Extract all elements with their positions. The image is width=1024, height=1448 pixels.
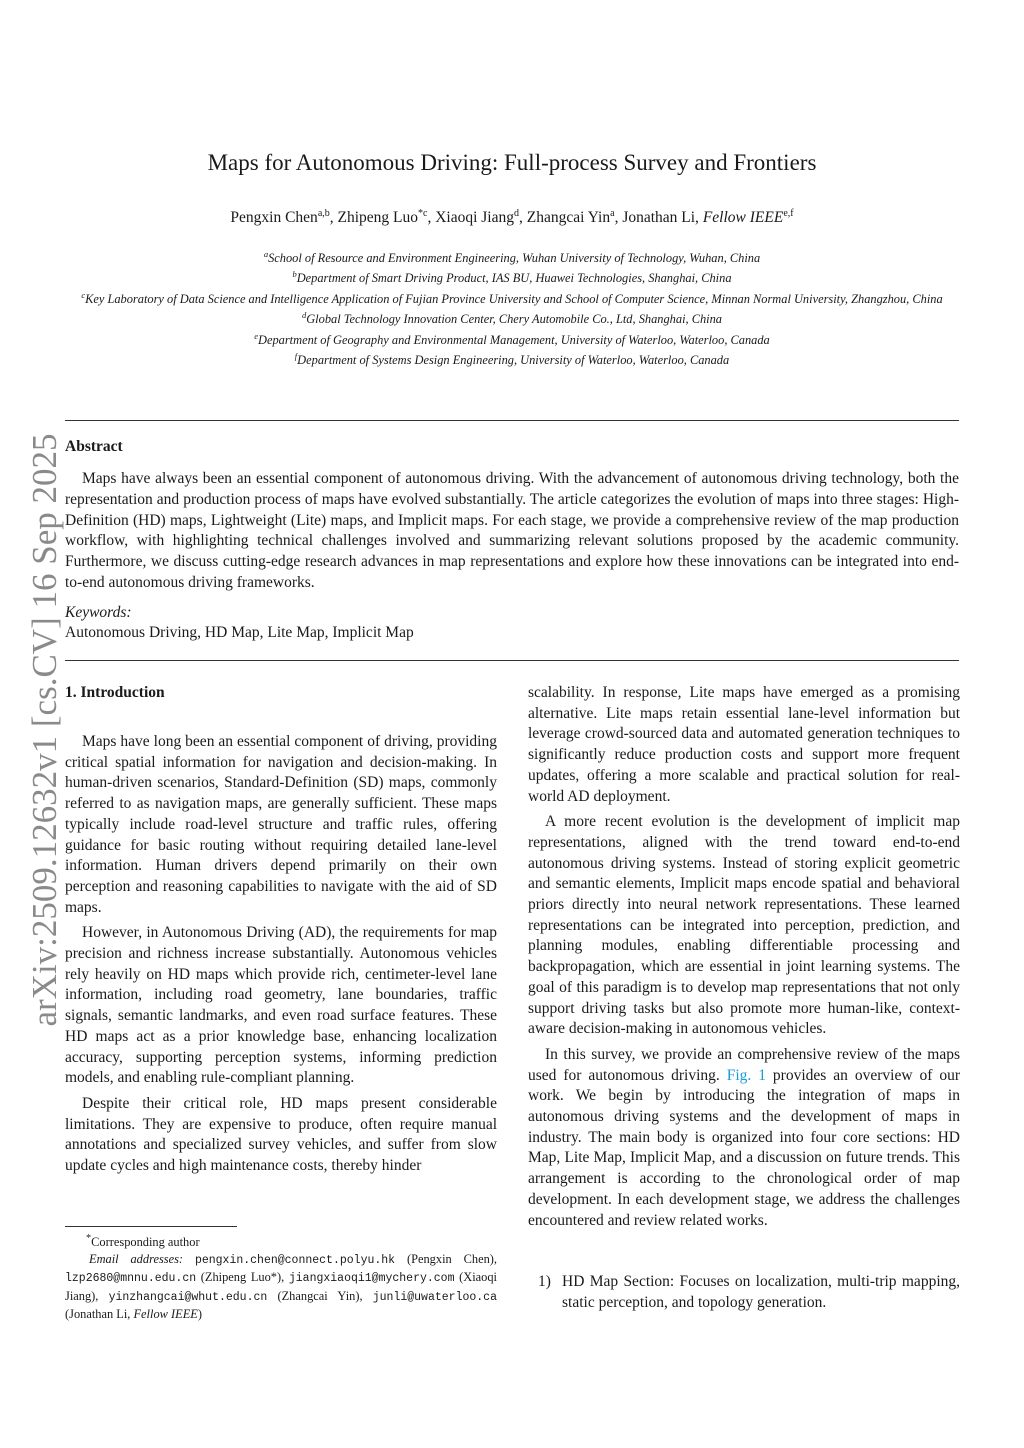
affiliation-text: Department of Systems Design Engineering, University of Waterloo, Waterloo, Canada: [297, 353, 730, 368]
email-link[interactable]: lzp2680@mnnu.edu.cn: [65, 1272, 197, 1286]
keywords-label: Keywords:: [65, 604, 132, 621]
affiliation-letter: e: [254, 330, 259, 341]
author-separator: ,: [329, 209, 338, 227]
author-affil-mark: d: [514, 208, 519, 219]
email-label: Email addresses:: [89, 1251, 195, 1266]
author-name: Pengxin Chen: [230, 209, 318, 227]
email-owner: (Pengxin Chen),: [395, 1251, 497, 1266]
body-paragraph: scalability. In response, Lite maps have emerged as a promising alternative. Lite maps retain essential lane-level information but leverage crowd-sourced data and automated generation techniques to significantly reduce production costs and support more frequent updates, offering a more scalable and practical solution for real-world AD deployment.: [528, 684, 960, 805]
affiliation-letter: c: [81, 289, 86, 300]
footnote-rule: [65, 1226, 237, 1227]
list-item: [528, 1272, 960, 1313]
abstract-bottom-rule: [65, 660, 959, 661]
affiliation-line: [80, 307, 944, 327]
author-separator: ,: [614, 209, 623, 227]
author-name: Zhangcai Yin: [526, 209, 611, 227]
corresponding-author-note: [65, 1231, 497, 1251]
email-owner: (Zhipeng Luo*),: [196, 1270, 289, 1285]
affiliation-text: Department of Geography and Environmental Management, University of Waterloo, Waterloo, Canada: [258, 332, 770, 347]
email-owner: (Xiaoqi Jiang),: [65, 1270, 497, 1303]
footnote-text: Corresponding author: [91, 1235, 200, 1250]
abstract-body: Maps have always been an essential component of autonomous driving. With the advancement of autonomous driving technology, both the representation and production process of maps have evolved substantially. The article categorizes the evolution of maps into three stages: High-Definition (HD) maps, Lightweight (Lite) maps, and Implicit maps. For each stage, we provide a comprehensive review of the map production workflow, with highlighting technical challenges involved and summarizing relevant solutions proposed by the academic community. Furthermore, we discuss cutting-edge research advances in map representations and explore how these innovations can be integrated into end-to-end autonomous driving frameworks.: [65, 470, 959, 591]
arxiv-identifier-stamp: arXiv:2509.12632v1 [cs.CV] 16 Sep 2025: [25, 433, 64, 1027]
body-paragraph: Despite their critical role, HD maps present considerable limitations. They are expensive to produce, often require manual annotations and specialized survey vehicles, and suffer from slow update cycles and high maintenance costs, thereby hinder: [65, 1094, 497, 1175]
affiliation-text: Global Technology Innovation Center, Chery Automobile Co., Ltd, Shanghai, China: [306, 312, 722, 327]
body-paragraph: [528, 1045, 960, 1231]
email-owner-honorific: Fellow IEEE: [133, 1307, 198, 1322]
affiliation-line: [80, 246, 944, 266]
right-column: [528, 683, 960, 1236]
paragraph-text: provides an overview of our work. We begin by introducing the integration of maps in autonomous driving systems and the development of maps in industry. The main body is organized into four core sections: HD Map, Lite Map, Implicit Map, and a discussion on future trends. This arrangement is according to the chronological order of map development. In each development stage, we address the challenges encountered and review related works.: [528, 1066, 960, 1229]
author-name: Jonathan Li,: [622, 209, 703, 227]
affiliation-text: Key Laboratory of Data Science and Intelligence Application of Fujian Province University and School of Computer Science, Minnan Normal University, Zhangzhou, China: [85, 291, 943, 306]
affiliation-letter: f: [294, 351, 298, 362]
author-name: Zhipeng Luo: [337, 209, 419, 227]
footnote-mark: *: [86, 1233, 92, 1244]
paper-title: Maps for Autonomous Driving: Full-process Survey and Frontiers: [207, 150, 817, 175]
body-paragraph: Maps have long been an essential component of driving, providing critical spatial information for navigation and decision-making. In human-driven scenarios, Standard-Definition (SD) maps, commonly referred to as navigation maps, are generally sufficient. These maps typically include road-level structure and traffic rules, offering guidance for basic routing without requiring detailed lane-level information. Human drivers depend primarily on their own perception and reasoning capabilities to navigate with the aid of SD maps.: [65, 733, 497, 916]
email-link[interactable]: pengxin.chen@connect.polyu.hk: [194, 1253, 396, 1267]
email-link[interactable]: junli@uwaterloo.ca: [372, 1290, 497, 1304]
email-owner: ): [197, 1307, 202, 1322]
email-owner: (Zhangcai Yin),: [267, 1288, 363, 1303]
affiliation-line: [80, 328, 944, 348]
author-affil-mark: e,f: [783, 208, 794, 219]
email-owner: (Jonathan Li,: [65, 1307, 134, 1322]
affiliation-list: [80, 246, 944, 369]
affiliation-line: [80, 348, 944, 368]
author-separator: ,: [519, 209, 527, 227]
list-item-text: HD Map Section: Focuses on localization, multi-trip mapping, static perception, and topology generation.: [562, 1273, 960, 1311]
left-column: [65, 732, 497, 1182]
keywords-text: Autonomous Driving, HD Map, Lite Map, Implicit Map: [65, 624, 414, 641]
footnotes: [65, 1231, 497, 1323]
affiliation-letter: a: [263, 249, 269, 259]
affiliation-line: [80, 266, 944, 286]
abstract-heading: Abstract: [65, 438, 123, 455]
affiliation-letter: b: [292, 269, 297, 280]
author-separator: ,: [427, 209, 436, 227]
email-link[interactable]: jiangxiaoqi1@mychery.com: [288, 1272, 455, 1286]
section-heading-introduction: 1. Introduction: [65, 684, 165, 701]
author-affil-mark: a: [610, 208, 615, 219]
abstract-top-rule: [65, 420, 959, 421]
body-paragraph: However, in Autonomous Driving (AD), the requirements for map precision and richness increase substantially. Autonomous vehicles rely heavily on HD maps which provide rich, centimeter-level lane information, including road geometry, lane boundaries, traffic signals, semantic landmarks, and even road surface features. These HD maps act as a prior knowledge base, enhancing localization accuracy, supporting perception systems, informing prediction models, and enabling rule-compliant planning.: [65, 924, 497, 1087]
affiliation-text: School of Resource and Environment Engineering, Wuhan University of Technology, Wuhan, China: [268, 251, 761, 266]
author-name: Xiaoqi Jiang: [435, 209, 514, 227]
affiliation-line: [80, 287, 944, 307]
author-affil-mark: *c: [418, 208, 428, 219]
author-affil-mark: a,b: [317, 208, 330, 219]
body-paragraph: A more recent evolution is the development of implicit map representations, aligned with the trend toward end-to-end autonomous driving systems. Instead of storing explicit geometric and semantic elements, Implicit maps encode spatial and behavioral priors directly into neural network representations. These learned representations can be integrated into perception, prediction, and planning modules, enabling differentiable processing and backpropagation, which are essential in joint learning systems. The goal of this paradigm is to develop map representations that not only support driving tasks but also promote more human-like, context-aware decision-making in autonomous vehicles.: [528, 813, 960, 1038]
email-addresses-note: [65, 1251, 497, 1323]
figure-1-link[interactable]: Fig. 1: [726, 1066, 766, 1084]
paragraph-text: In this survey, we provide an comprehensive review of the maps used for autonomous driving.: [528, 1045, 960, 1084]
affiliation-letter: d: [301, 310, 307, 321]
list-item-number: 1): [538, 1273, 551, 1290]
author-honorific: Fellow IEEE: [702, 209, 784, 227]
affiliation-text: Department of Smart Driving Product, IAS BU, Huawei Technologies, Shanghai, China: [296, 271, 732, 286]
email-link[interactable]: yinzhangcai@whut.edu.cn: [108, 1290, 268, 1304]
author-list: [0, 208, 1024, 227]
